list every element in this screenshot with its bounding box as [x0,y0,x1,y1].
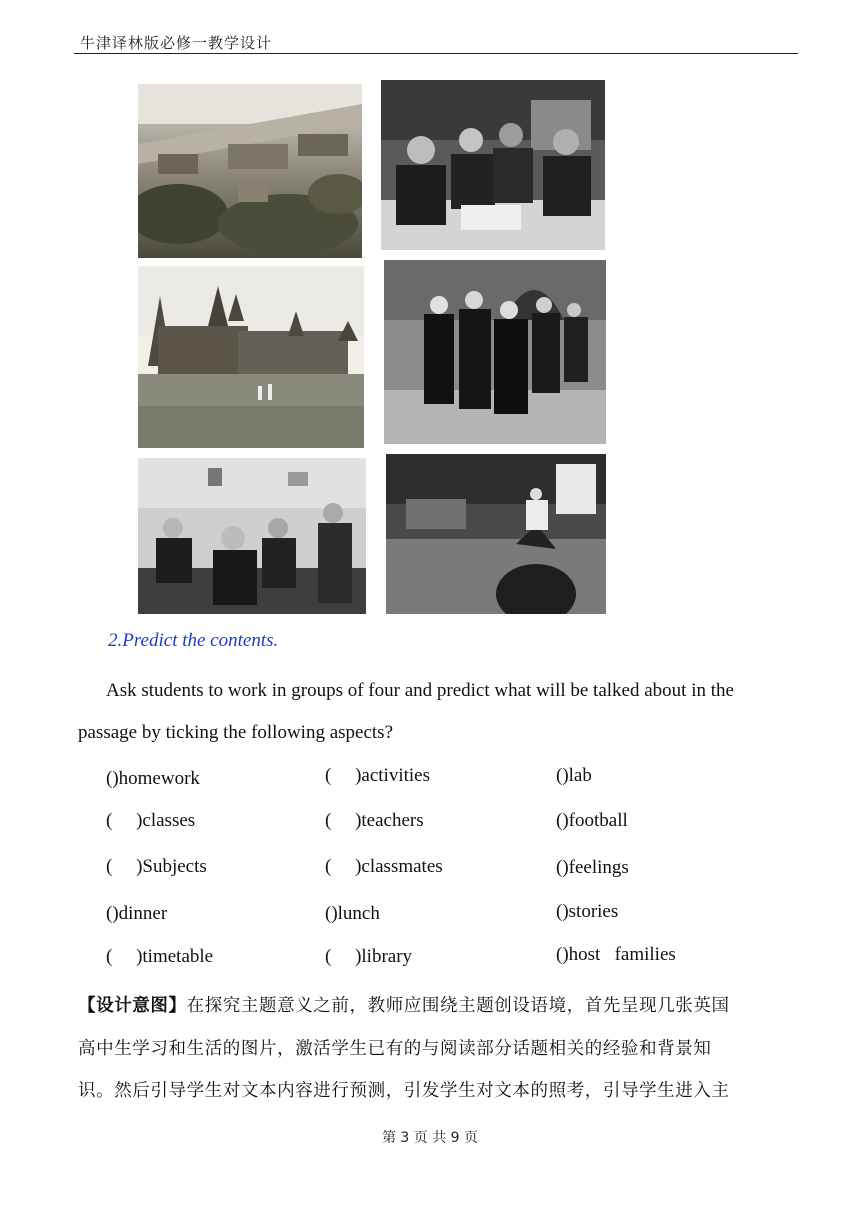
option-stories[interactable]: ()stories [556,901,619,922]
option-classes[interactable]: ( )classes [106,810,196,831]
section-title: 2.Predict the contents. [108,630,279,651]
instruction-line-1: Ask students to work in groups of four and predict what will be talked about in the [106,680,734,701]
design-intent-label: 【设计意图】 [78,996,187,1016]
photo-gym [386,454,606,614]
option-dinner[interactable]: ()dinner [106,903,168,924]
option-feelings[interactable]: ()feelings [556,857,629,878]
design-intent-line-1 [78,992,794,1017]
photo-students-gowns [384,260,606,444]
design-intent-text-1: 在探究主题意义之前，教师应围绕主题创设语境，首先呈现几张英国 [186,996,730,1016]
option-host-families[interactable]: ()host families [556,944,676,965]
photo-collage [138,80,606,616]
option-lunch[interactable]: ()lunch [325,903,380,924]
instruction-line-2: passage by ticking the following aspects? [78,722,394,743]
photo-classroom [138,458,366,614]
option-activities[interactable]: ( )activities [325,765,430,786]
option-subjects[interactable]: ( )Subjects [106,856,207,877]
header-divider [74,53,798,54]
photo-school-building [138,266,364,448]
design-intent-line-2: 高中生学习和生活的图片，激活学生已有的与阅读部分话题相关的经验和背景知 [78,1039,712,1059]
design-intent-line-3: 识。然后引导学生对文本内容进行预测，引发学生对文本的照考，引导学生进入主 [78,1081,730,1101]
photo-town-aerial [138,84,362,258]
photo-students-table [381,80,605,250]
option-classmates[interactable]: ( )classmates [325,856,443,877]
option-library[interactable]: ( )library [325,946,413,967]
option-lab[interactable]: ()lab [556,765,592,786]
option-timetable[interactable]: ( )timetable [106,946,214,967]
page-footer: 第 3 页 共 9 页 [381,1130,479,1146]
option-teachers[interactable]: ( )teachers [325,810,424,831]
header-title: 牛津译林版必修一教学设计 [80,34,273,52]
option-football[interactable]: ()football [556,810,628,831]
option-homework[interactable]: ()homework [106,768,200,789]
